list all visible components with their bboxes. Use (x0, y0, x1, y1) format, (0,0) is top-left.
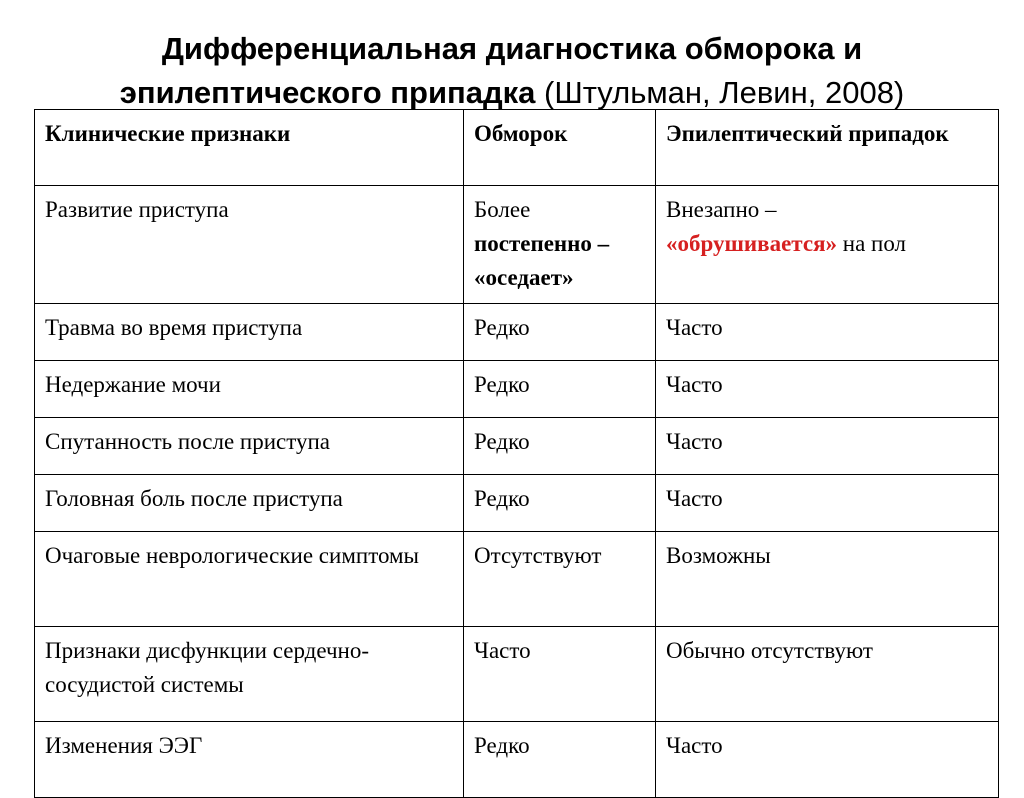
title-line-2-bold: эпилептического припадка (119, 75, 536, 110)
seizure-cell: Часто (656, 475, 999, 532)
feature-cell: Головная боль после приступа (35, 475, 464, 532)
feature-cell: Травма во время приступа (35, 304, 464, 361)
onset-seizure-cell (656, 186, 999, 304)
table-row (35, 304, 999, 361)
comparison-table (34, 109, 999, 798)
syncope-cell: Редко (464, 475, 656, 532)
seizure-cell: Часто (656, 418, 999, 475)
slide-title (0, 27, 1024, 115)
onset-syncope-text: Более (474, 197, 531, 222)
header-epileptic-seizure: Эпилептический припадок (656, 110, 999, 186)
seizure-cell: Часто (656, 361, 999, 418)
onset-seizure-tail: на пол (837, 231, 907, 256)
feature-cell: Спутанность после приступа (35, 418, 464, 475)
table-header-row (35, 110, 999, 186)
seizure-cell: Возможны (656, 532, 999, 627)
title-citation: (Штульман, Левин, 2008) (535, 75, 905, 110)
onset-seizure-emphasis: «обрушивается» (666, 231, 838, 256)
header-syncope: Обморок (464, 110, 656, 186)
syncope-cell: Редко (464, 418, 656, 475)
table-row (35, 475, 999, 532)
table-row (35, 532, 999, 627)
syncope-cell: Редко (464, 722, 656, 798)
onset-feature-cell: Развитие приступа (35, 186, 464, 304)
table-row (35, 722, 999, 798)
seizure-cell: Обычно отсутствуют (656, 627, 999, 722)
onset-syncope-cell (464, 186, 656, 304)
syncope-cell: Редко (464, 304, 656, 361)
seizure-cell: Часто (656, 304, 999, 361)
table-row (35, 361, 999, 418)
seizure-cell: Часто (656, 722, 999, 798)
syncope-cell: Часто (464, 627, 656, 722)
table-row (35, 627, 999, 722)
syncope-cell: Редко (464, 361, 656, 418)
onset-seizure-text: Внезапно – (666, 197, 777, 222)
feature-cell: Очаговые неврологические симптомы (35, 532, 464, 627)
onset-syncope-emphasis: постепенно – «оседает» (474, 231, 610, 290)
syncope-cell: Отсутствуют (464, 532, 656, 627)
feature-cell: Недержание мочи (35, 361, 464, 418)
header-clinical-signs: Клинические признаки (35, 110, 464, 186)
table-row (35, 418, 999, 475)
table-row-onset (35, 186, 999, 304)
feature-cell: Изменения ЭЭГ (35, 722, 464, 798)
title-line-1: Дифференциальная диагностика обморока и (161, 31, 863, 66)
feature-cell: Признаки дисфункции сердечно-сосудистой системы (35, 627, 464, 722)
